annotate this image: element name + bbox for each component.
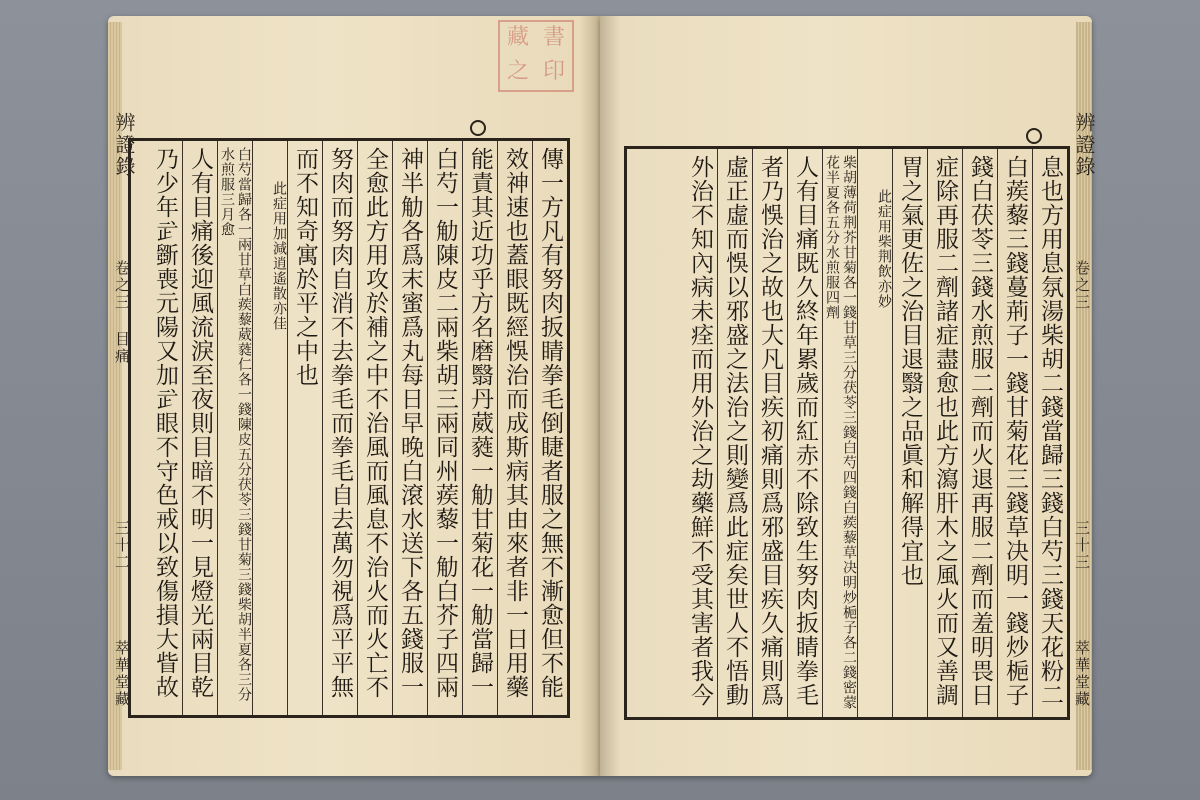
right-page-number: 三十三: [1073, 520, 1091, 571]
right-margin-title: 辨證錄: [1072, 112, 1096, 178]
text-column: 乃少年㱐斵喪元陽又加㱐眼不守色戒以致傷損大眥故: [152, 147, 178, 699]
book-gutter: [580, 16, 620, 776]
text-column: 傳一方凡有努肉扳睛拳毛倒睫者服之無不漸愈但不能: [532, 141, 567, 715]
annotation-column: 柴胡薄荷荆芥甘菊各一錢甘草三分茯苓三錢白芍四錢白蒺藜草决明炒梔子各二錢密蒙花半夏各五分水煎服四劑: [822, 149, 857, 717]
text-column: 者乃悞治之故也大凡目疾初痛則爲邪盛目疾久痛則爲: [752, 149, 787, 717]
text-column: 錢白茯苓三錢水煎服二劑而火退再服二劑而羞明畏日: [962, 149, 997, 717]
text-column: 效神速也蓋眼既經悞治而成斯病其由來者非一日用藥: [497, 141, 532, 715]
text-column: 白蒺藜三錢蔓荊子一錢甘菊花三錢草决明一錢炒梔子: [997, 149, 1032, 717]
right-margin-chapter: 卷之三: [1073, 260, 1091, 311]
text-column: 努肉而努肉自消不去拳毛而拳毛自去萬勿視爲平平無: [322, 141, 357, 715]
text-column: 而不知奇寓於平之中也: [287, 141, 322, 715]
text-column: 神半觔各爲末蜜爲丸每日早晚白滾水送下各五錢服一: [392, 141, 427, 715]
text-column: 全愈此方用攻於補之中不治風而風息不治火而火亡不: [357, 141, 392, 715]
left-margin-chapter: 卷之三 目痛: [113, 260, 131, 365]
text-column: 虛正虛而悞以邪盛之法治之則變爲此症矣世人不悟動: [717, 149, 752, 717]
left-publisher: 萃華堂藏: [113, 640, 131, 708]
annotation-column: 此症用加減逍遙散亦佳: [252, 141, 287, 715]
right-publisher: 萃華堂藏: [1073, 640, 1091, 708]
left-page-number: 三十二: [113, 520, 131, 571]
fishtail-circle-left: [470, 120, 486, 136]
text-column: 胃之氣更佐之治目退翳之品眞和解得宜也: [892, 149, 927, 717]
text-column: 人有目痛後迎風流淚至夜則目暗不明一見燈光兩目乾: [182, 141, 217, 715]
text-column: 能責其近功乎方名磨翳丹葳蕤一觔甘菊花一觔當歸一: [462, 141, 497, 715]
text-column: 息也方用息氛湯柴胡二錢當歸三錢白芍三錢天花粉二: [1032, 149, 1067, 717]
text-column: 症除再服二劑諸症盡愈也此方瀉肝木之風火而又善調: [927, 149, 962, 717]
right-text-frame: [624, 146, 1070, 720]
annotation-column: 白芍當歸各一兩甘草白蒺藜葳蕤仁各一錢陳皮五分茯苓三錢甘菊三錢柴胡半夏各三分水煎服三月愈: [217, 141, 252, 715]
left-margin-title: 辨證錄: [112, 112, 136, 178]
red-seal-stamp: 藏 書 之 印: [498, 20, 574, 92]
annotation-column: 此症用柴荆飲亦妙: [857, 149, 892, 717]
fishtail-circle-right: [1026, 128, 1042, 144]
text-column: 外治不知內病未痊而用外治之劫藥鮮不受其害者我今: [687, 155, 713, 707]
left-text-frame: [128, 138, 570, 718]
text-column: 白芍一觔陳皮二兩柴胡三兩同州蒺藜一觔白芥子四兩: [427, 141, 462, 715]
text-column: 人有目痛既久終年累歲而紅赤不除致生努肉扳睛拳毛: [787, 149, 822, 717]
